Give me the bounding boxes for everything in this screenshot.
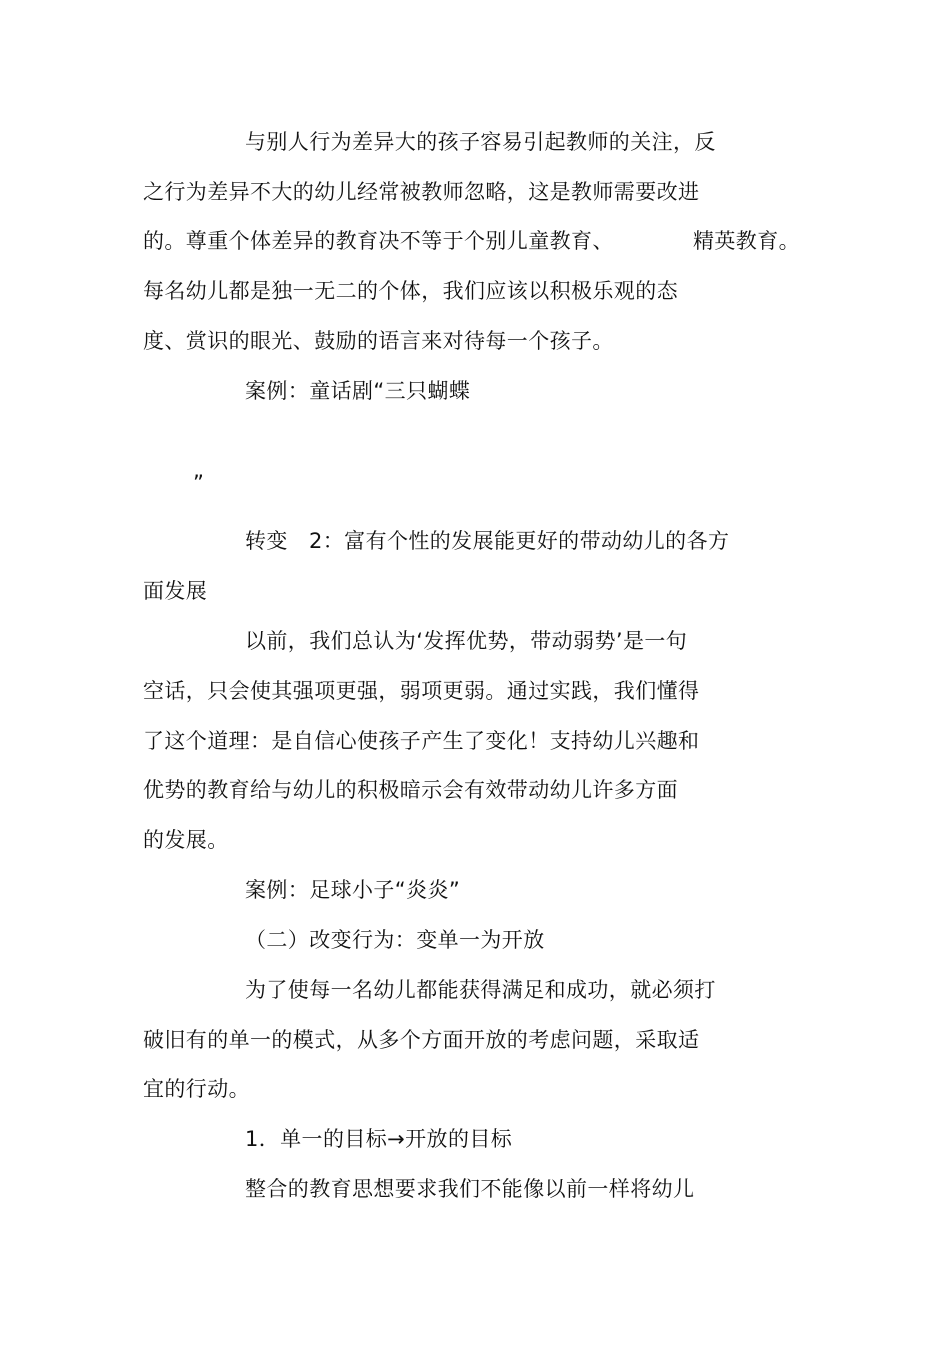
case-heading: 案例：童话剧“三只蝴蝶 — [245, 379, 471, 403]
paragraph-line: 每名幼儿都是独一无二的个体，我们应该以积极乐观的态 — [143, 279, 678, 303]
paragraph-line: 度、赏识的眼光、鼓励的语言来对待每一个孩子。 — [143, 329, 614, 353]
paragraph-line: 空话，只会使其强项更强，弱项更弱。通过实践，我们懂得 — [143, 679, 700, 703]
paragraph-line: 的发展。 — [143, 828, 229, 852]
paragraph-line: 整合的教育思想要求我们不能像以前一样将幼儿 — [245, 1177, 695, 1201]
section-heading-continued: 面发展 — [143, 579, 208, 603]
paragraph-line: 宜的行动。 — [143, 1077, 250, 1101]
paragraph-line: 为了使每一名幼儿都能获得满足和成功，就必须打 — [245, 978, 716, 1002]
paragraph-line: 优势的教育给与幼儿的积极暗示会有效带动幼儿许多方面 — [143, 778, 678, 802]
closing-quote: ” — [193, 471, 205, 495]
section-heading: （二）改变行为：变单一为开放 — [245, 928, 545, 952]
paragraph-line: 精英教育。 — [693, 229, 800, 253]
paragraph-line: 了这个道理：是自信心使孩子产生了变化！支持幼儿兴趣和 — [143, 729, 700, 753]
paragraph-line: 的。尊重个体差异的教育决不等于个别儿童教育、 — [143, 229, 614, 253]
paragraph-line: 以前，我们总认为‘发挥优势，带动弱势’是一句 — [245, 629, 688, 653]
paragraph-line: 与别人行为差异大的孩子容易引起教师的关注，反 — [245, 130, 716, 154]
case-heading: 案例：足球小子“炎炎” — [245, 878, 461, 902]
subsection-heading: 1．单一的目标→开放的目标 — [245, 1127, 513, 1151]
section-heading: 转变 2：富有个性的发展能更好的带动幼儿的各方 — [245, 529, 730, 553]
paragraph-line: 破旧有的单一的模式，从多个方面开放的考虑问题，采取适 — [143, 1028, 700, 1052]
paragraph-line: 之行为差异不大的幼儿经常被教师忽略，这是教师需要改进 — [143, 180, 700, 204]
